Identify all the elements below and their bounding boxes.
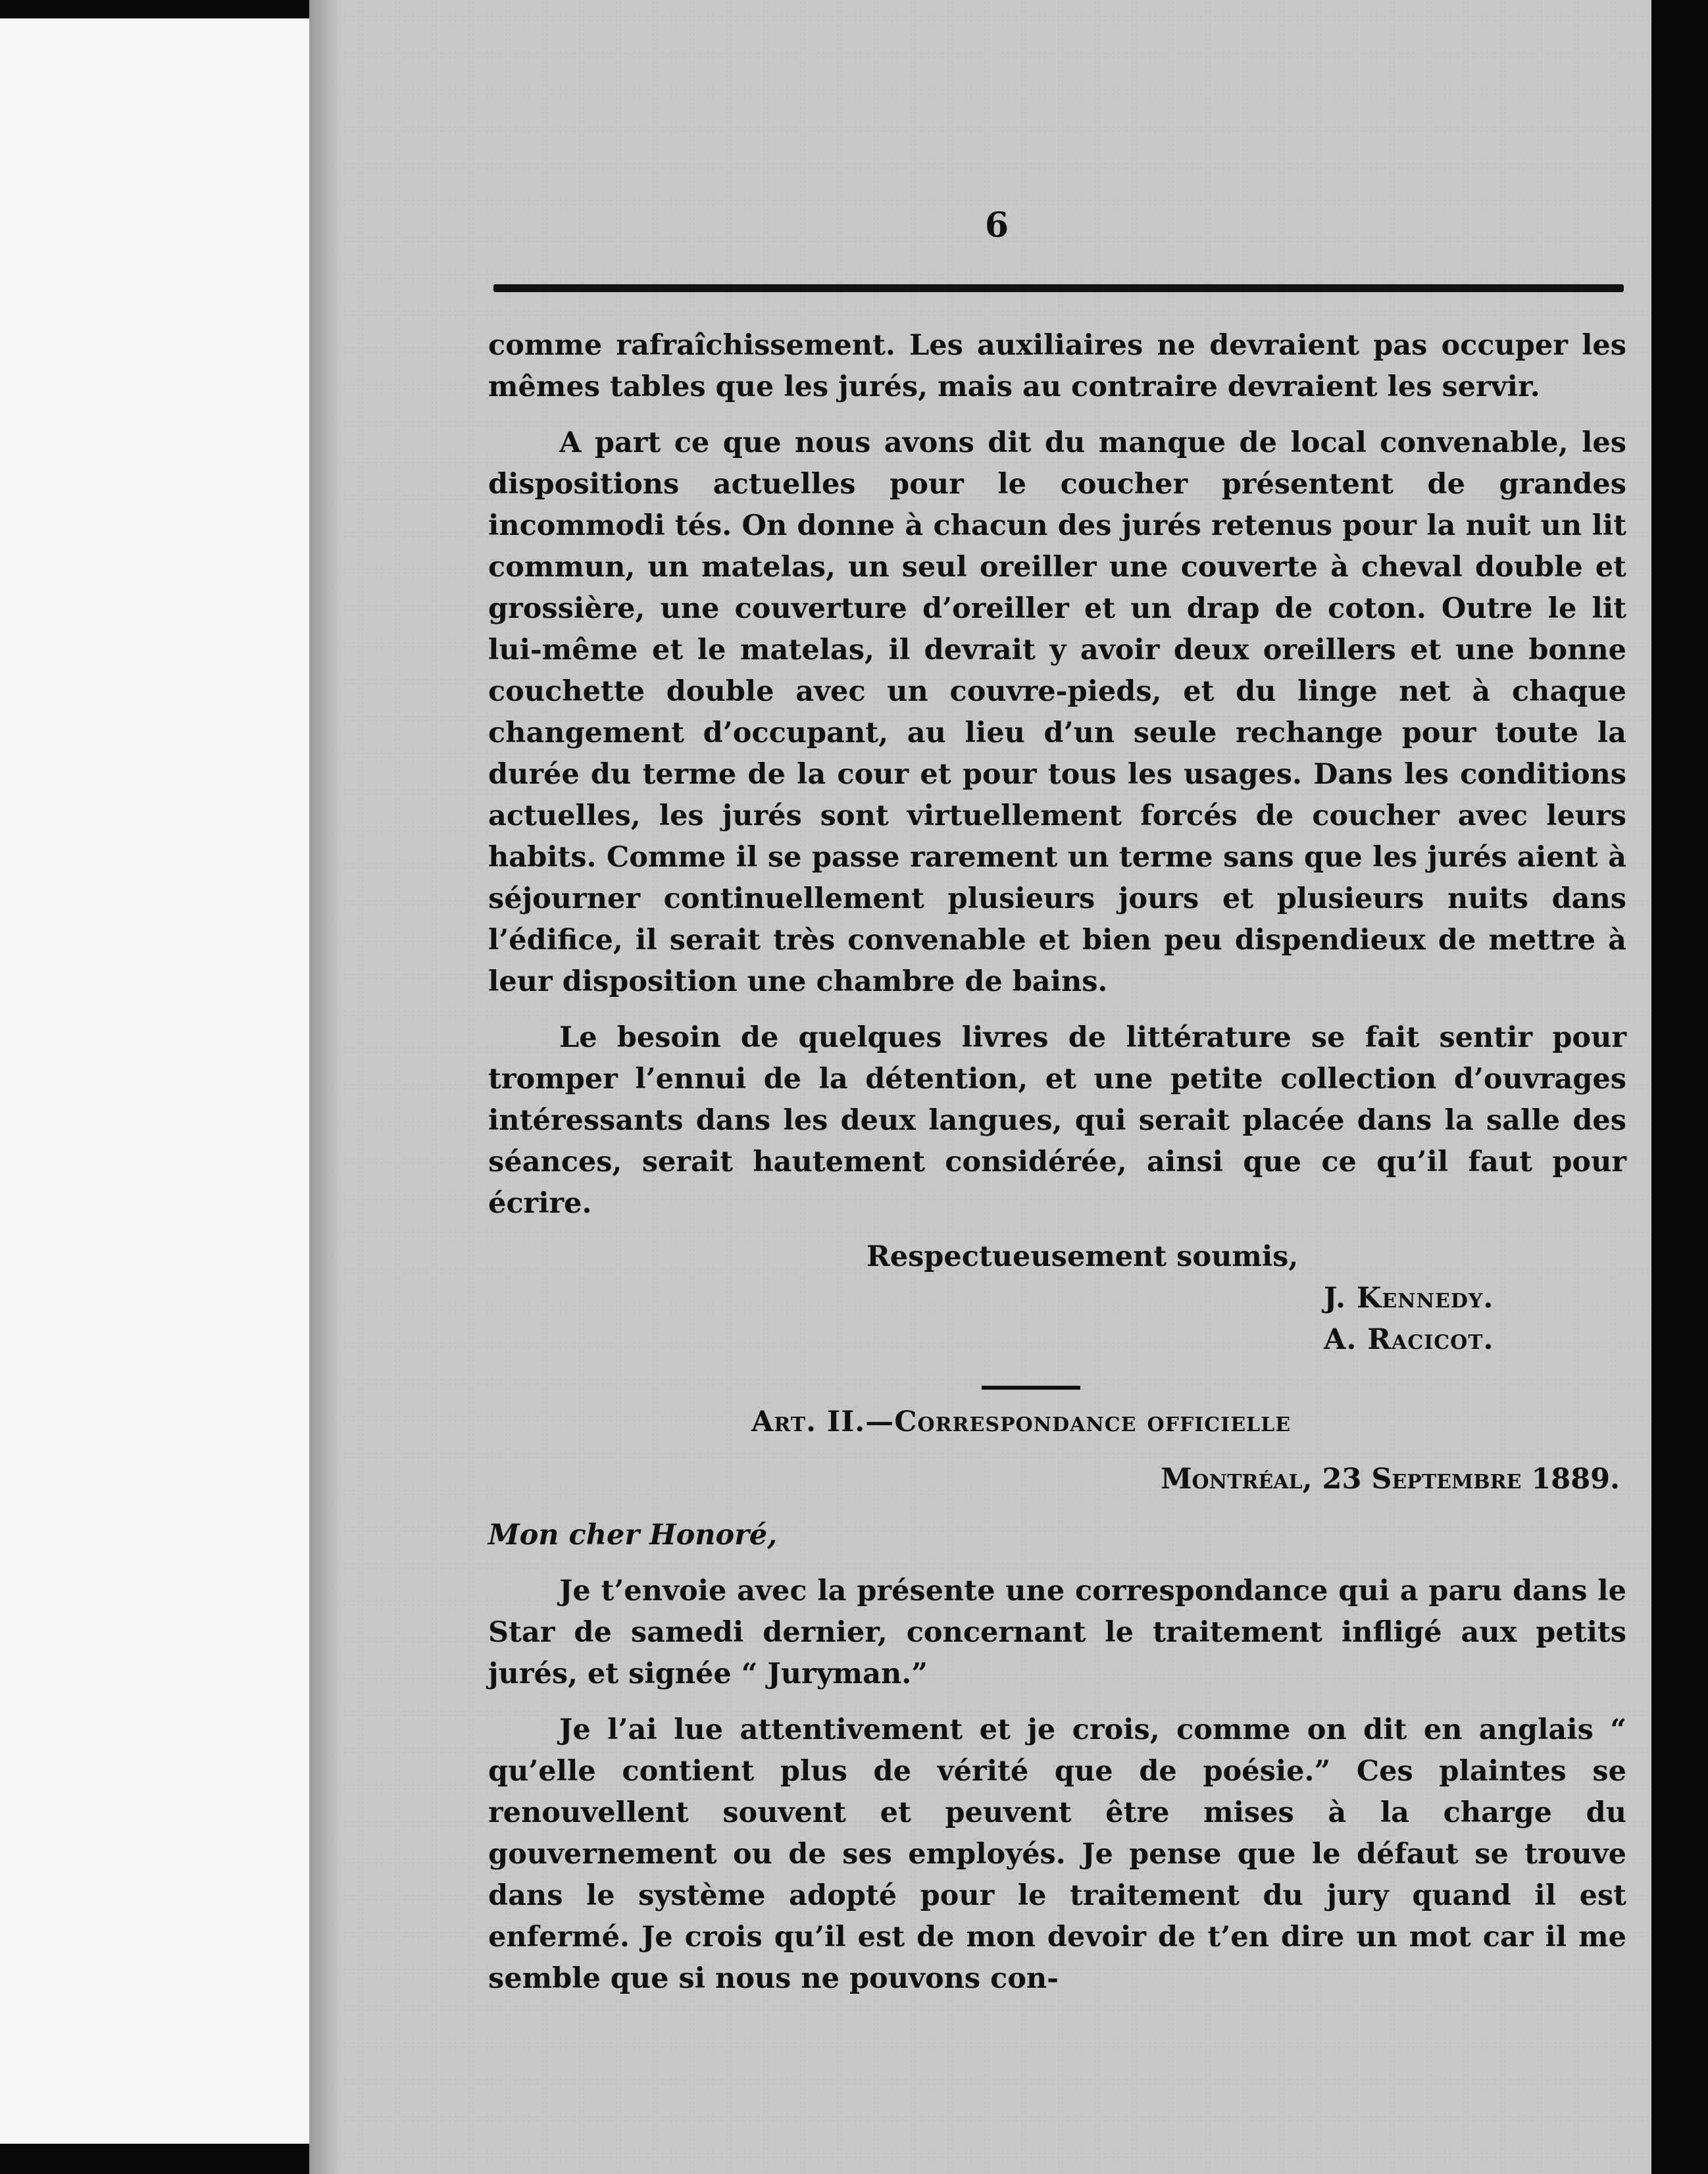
- header-rule: [493, 284, 1624, 292]
- paragraph-2: A part ce que nous avons dit du manque de local convenable, les dispositions actuelles pour le coucher présentent de grandes incommodi tés. On donne à chacun des jurés retenus pour la nuit un lit commun, un matelas, un seul oreiller une couverte à cheval double et grossière, une couverture d’oreiller et un drap de coton. Outre le lit lui-même et le matelas, il devrait y avoir deux oreillers et une bonne couchette double avec un couvre-pieds, et du linge net à chaque changement d’occupant, au lieu d’un seule rechange pour toute la durée du terme de la cour et pour tous les usages. Dans les conditions actuelles, les jurés sont virtuellement forcés de coucher avec leurs habits. Comme il se passe rarement un terme sans que les jurés aient à séjourner continuellement plusieurs jours et plusieurs nuits dans l’édifice, il serait très convenable et bien peu dispendieux de mettre à leur disposition une chambre de bains.: [488, 426, 1626, 998]
- closing-line: Respectueusement soumis,: [867, 1240, 1299, 1273]
- body-text: [488, 325, 1626, 2000]
- scan-margin-strip: [0, 18, 329, 2144]
- signature-racicot: A. Racicot.: [1324, 1323, 1494, 1356]
- section-divider: [982, 1386, 1080, 1390]
- paragraph-3: Le besoin de quelques livres de littérature se fait sentir pour tromper l’ennui de la détention, et une petite collection d’ouvrages intéressants dans les deux langues, qui serait placée dans la salle des séances, serait hautement considérée, ainsi que ce qu’il faut pour écrire.: [488, 1021, 1626, 1220]
- letter-paragraph-2: Je l’ai lue attentivement et je crois, comme on dit en anglais “ qu’elle contient plus de vérité que de poésie.” Ces plaintes se renouvellent souvent et peuvent être mises à la charge du gouvernement ou de ses employés. Je pense que le défaut se trouve dans le système adopté pour le traitement du jury quand il est enfermé. Je crois qu’il est de mon devoir de t’en dire un mot car il me semble que si nous ne pouvons con-: [488, 1713, 1626, 1995]
- signature-kennedy: J. Kennedy.: [1324, 1282, 1494, 1315]
- paragraph-1: comme rafraîchissement. Les auxiliaires ne devraient pas occuper les mêmes tables que les jurés, mais au contraire devraient les servir.: [488, 329, 1626, 403]
- page-edge: [309, 0, 342, 2174]
- page-number: 6: [984, 205, 1009, 245]
- document-page: [342, 0, 1651, 2174]
- salutation: Mon cher Honoré,: [488, 1519, 778, 1552]
- letter-paragraph-1: Je t’envoie avec la présente une correspondance qui a paru dans le Star de samedi dernier, concernant le traitement infligé aux petits jurés, et signée “ Juryman.”: [488, 1575, 1626, 1690]
- dateline: Montréal, 23 Septembre 1889.: [1160, 1463, 1620, 1496]
- article-title: Art. II.—Correspondance officielle: [751, 1405, 1292, 1438]
